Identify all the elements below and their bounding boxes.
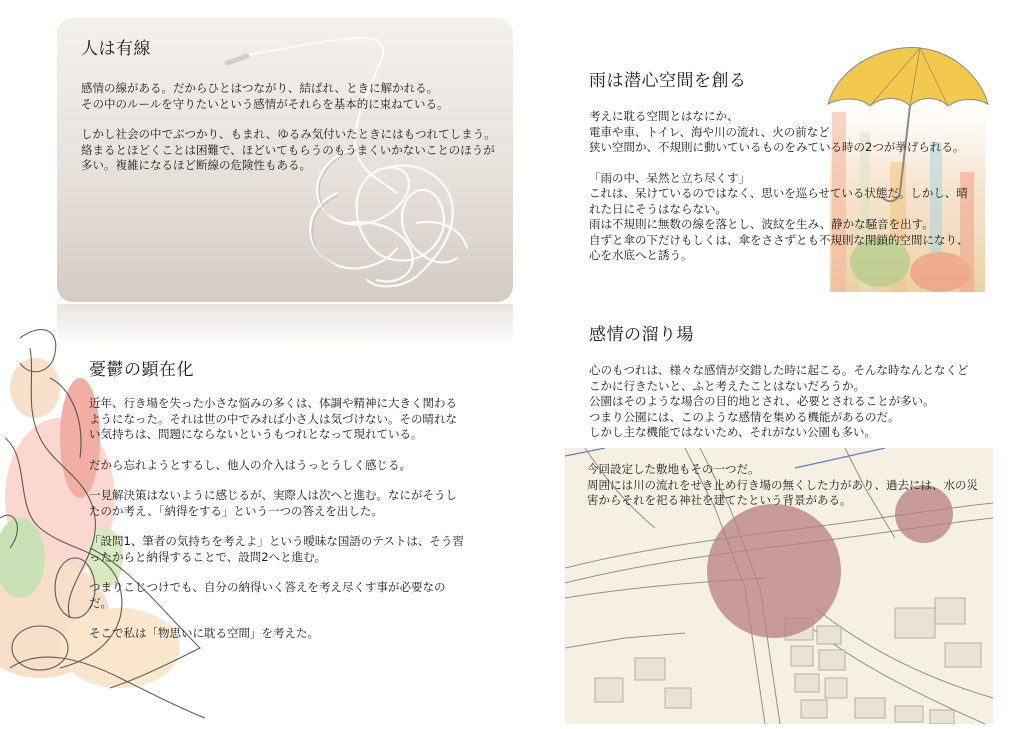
site-paragraph-1: 今回設定した敷地もその一つだ。 周囲には川の流れをせき止め行き場の無くした力があり、過去には、水の災害からそれを祀る神社を建てたという背景がある。	[587, 462, 978, 507]
pool-section	[589, 320, 979, 441]
melancholy-paragraph-4: 「設問1、筆者の気持ちを考えよ」という曖昧な国語のテストは、そう習ったからと納得することで、設問2へと進む。	[89, 534, 464, 564]
wired-paragraph-1: 感情の線がある。だからひとはつながり、結ばれ、ときに解かれる。 その中のルールを守りたいという感情がそれらを基本的に束ねている。	[81, 81, 449, 111]
melancholy-paragraph-1: 近年、行き場を失った小さな悩みの多くは、体調や精神に大きく関わるようになった。それは世の中でみれば小さ人は気づけない。その晴れない気持ちは、問題にならないというもつれとなって現れている。	[89, 396, 457, 441]
melancholy-paragraph-5: つまりこじつけでも、自分の納得いく答えを考え尽くす事が必要なのだ。	[89, 580, 446, 610]
site-section	[587, 462, 987, 509]
pool-paragraph-1: 心のもつれは、様々な感情が交錯した時に起こる。そんな時なんとなくどこかに行きたいと、ふと考えたことはないだろうか。 公園はそのような場合の目的地とされ、必要とされることが多い。 つまり公園には、このような感情を集める機能があるのだ。 しかし主な機能ではないため、それがない公園も多い。	[589, 363, 969, 439]
cable-photo-card	[57, 18, 513, 302]
pool-title: 感情の溜り場	[589, 325, 694, 345]
rain-paragraph-2: 「雨の中、呆然と立ち尽くす」 これは、呆けているのではなく、思いを巡らせている状態だ。しかし、晴れた日にそうはならない。 雨は不規則に無数の線を落とし、波紋を生み、静かな騒音を出す。 自ずと傘の下だけもしくは、傘をささずとも不規則な閉鎖的空間になり、心を水底へと誘う。	[589, 170, 969, 262]
rain-section	[589, 66, 969, 264]
site-highlight-large	[707, 504, 841, 638]
melancholy-section	[89, 355, 466, 642]
melancholy-paragraph-2: だから忘れようとするし、他人の介入はうっとうしく感じる。	[89, 457, 411, 472]
rain-paragraph-1: 考えに耽る空間とはなにか、 電車や車、トイレ、海や川の流れ、火の前など 狭い空間か、不規則に動いているものをみている時の2つが挙げられる。	[589, 109, 965, 154]
wired-title: 人は有線	[81, 39, 151, 59]
wired-section	[81, 34, 496, 174]
melancholy-title: 憂鬱の顕在化	[89, 360, 194, 380]
melancholy-paragraph-3: 一見解決策はないように感じるが、実際人は次へと進む。なにがそうしたのか考え、「納得をする」という一つの答えを出した。	[89, 488, 457, 518]
wired-paragraph-2: しかし社会の中でぶつかり、もまれ、ゆるみ気付いたときにはもつれてしまう。 絡まるとほどくことは困難で、ほどいてもらうのもうまくいかないことのほうが多い。複雑になるほど断線の危険性もある。	[81, 127, 496, 172]
rain-title: 雨は潜心空間を創る	[589, 71, 747, 91]
melancholy-paragraph-6: そこで私は「物思いに耽る空間」を考えた。	[89, 626, 319, 640]
